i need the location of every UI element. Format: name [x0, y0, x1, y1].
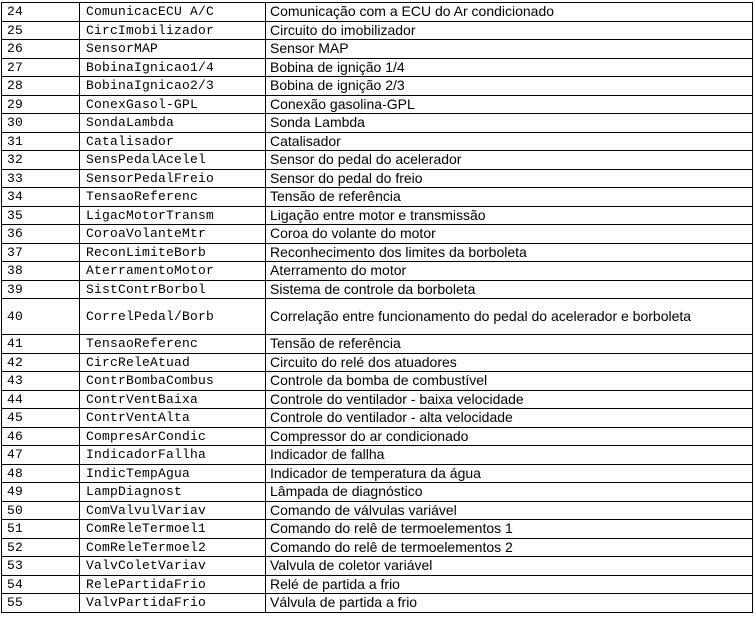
row-code: LampDiagnost	[80, 483, 266, 502]
table-row	[2, 151, 753, 170]
table-row	[2, 409, 753, 428]
row-number: 33	[2, 169, 80, 188]
row-number: 25	[2, 21, 80, 40]
row-number: 43	[2, 372, 80, 391]
table-row	[2, 3, 753, 22]
row-code: SensPedalAcelel	[80, 151, 266, 170]
row-number: 38	[2, 262, 80, 281]
row-description: Indicador de fallha	[266, 446, 753, 465]
row-number: 39	[2, 280, 80, 299]
row-description: Ligação entre motor e transmissão	[266, 206, 753, 225]
row-code: ValvColetVariav	[80, 557, 266, 576]
row-number: 49	[2, 483, 80, 502]
row-number: 40	[2, 299, 80, 335]
row-number: 48	[2, 464, 80, 483]
row-number: 47	[2, 446, 80, 465]
row-code: CoroaVolanteMtr	[80, 225, 266, 244]
row-number: 53	[2, 557, 80, 576]
table-row	[2, 483, 753, 502]
row-code: IndicadorFallha	[80, 446, 266, 465]
row-description: Reconhecimento dos limites da borboleta	[266, 243, 753, 262]
table-row	[2, 206, 753, 225]
table-row	[2, 557, 753, 576]
row-code: ContrBombaCombus	[80, 372, 266, 391]
table-row	[2, 299, 753, 335]
row-code: SistContrBorbol	[80, 280, 266, 299]
row-code: ComReleTermoel1	[80, 520, 266, 539]
row-code: IndicTempAgua	[80, 464, 266, 483]
row-number: 52	[2, 538, 80, 557]
row-number: 30	[2, 114, 80, 133]
row-code: CircReleAtuad	[80, 353, 266, 372]
table-row	[2, 95, 753, 114]
row-description: Aterramento do motor	[266, 262, 753, 281]
row-number: 29	[2, 95, 80, 114]
row-code: LigacMotorTransm	[80, 206, 266, 225]
row-description: Comando do relê de termoelementos 2	[266, 538, 753, 557]
row-description: Correlação entre funcionamento do pedal do acelerador e borboleta	[266, 299, 753, 335]
row-description: Controle do ventilador - baixa velocidade	[266, 390, 753, 409]
table-row	[2, 594, 753, 613]
row-number: 36	[2, 225, 80, 244]
row-number: 51	[2, 520, 80, 539]
table-row	[2, 225, 753, 244]
row-description: Valvula de coletor variável	[266, 557, 753, 576]
row-description: Sensor MAP	[266, 40, 753, 59]
table-row	[2, 58, 753, 77]
table-row	[2, 114, 753, 133]
row-code: TensaoReferenc	[80, 188, 266, 207]
row-code: CorrelPedal/Borb	[80, 299, 266, 335]
row-description: Catalisador	[266, 132, 753, 151]
row-code: CompresArCondic	[80, 427, 266, 446]
row-number: 26	[2, 40, 80, 59]
row-description: Compressor do ar condicionado	[266, 427, 753, 446]
row-code: CircImobilizador	[80, 21, 266, 40]
row-description: Bobina de ignição 1/4	[266, 58, 753, 77]
row-description: Comunicação com a ECU do Ar condicionado	[266, 3, 753, 22]
table-row	[2, 575, 753, 594]
row-description: Circuito do imobilizador	[266, 21, 753, 40]
row-description: Controle da bomba de combustível	[266, 372, 753, 391]
row-code: ComunicacECU A/C	[80, 3, 266, 22]
table-row	[2, 243, 753, 262]
table-row	[2, 77, 753, 96]
row-number: 27	[2, 58, 80, 77]
table-row	[2, 40, 753, 59]
table-row	[2, 501, 753, 520]
table-row	[2, 520, 753, 539]
row-description: Comando do relê de termoelementos 1	[266, 520, 753, 539]
row-description: Conexão gasolina-GPL	[266, 95, 753, 114]
row-number: 46	[2, 427, 80, 446]
table-row	[2, 464, 753, 483]
row-description: Sensor do pedal do freio	[266, 169, 753, 188]
row-number: 54	[2, 575, 80, 594]
table-row	[2, 538, 753, 557]
row-code: ReconLimiteBorb	[80, 243, 266, 262]
row-description: Sonda Lambda	[266, 114, 753, 133]
row-number: 31	[2, 132, 80, 151]
table-row	[2, 335, 753, 354]
table-row	[2, 372, 753, 391]
table-row	[2, 427, 753, 446]
row-number: 41	[2, 335, 80, 354]
row-number: 55	[2, 594, 80, 613]
table-row	[2, 446, 753, 465]
row-description: Sensor do pedal do acelerador	[266, 151, 753, 170]
row-code: BobinaIgnicao2/3	[80, 77, 266, 96]
table-row	[2, 132, 753, 151]
row-number: 24	[2, 3, 80, 22]
row-number: 34	[2, 188, 80, 207]
row-description: Tensão de referência	[266, 335, 753, 354]
table-row	[2, 188, 753, 207]
row-number: 28	[2, 77, 80, 96]
row-code: ComReleTermoel2	[80, 538, 266, 557]
row-number: 35	[2, 206, 80, 225]
row-description: Tensão de referência	[266, 188, 753, 207]
row-code: ConexGasol-GPL	[80, 95, 266, 114]
table-row	[2, 169, 753, 188]
table-row	[2, 21, 753, 40]
row-code: BobinaIgnicao1/4	[80, 58, 266, 77]
row-number: 37	[2, 243, 80, 262]
row-number: 44	[2, 390, 80, 409]
row-code: Catalisador	[80, 132, 266, 151]
row-description: Comando de válvulas variável	[266, 501, 753, 520]
row-code: ContrVentAlta	[80, 409, 266, 428]
row-code: AterramentoMotor	[80, 262, 266, 281]
row-code: TensaoReferenc	[80, 335, 266, 354]
row-number: 45	[2, 409, 80, 428]
row-description: Controle do ventilador - alta velocidade	[266, 409, 753, 428]
row-code: SensorMAP	[80, 40, 266, 59]
row-description: Válvula de partida a frio	[266, 594, 753, 613]
row-code: RelePartidaFrio	[80, 575, 266, 594]
row-number: 42	[2, 353, 80, 372]
row-description: Circuito do relé dos atuadores	[266, 353, 753, 372]
row-description: Sistema de controle da borboleta	[266, 280, 753, 299]
table-row	[2, 353, 753, 372]
row-code: ComValvulVariav	[80, 501, 266, 520]
row-code: SondaLambda	[80, 114, 266, 133]
row-description: Bobina de ignição 2/3	[266, 77, 753, 96]
fault-code-table	[1, 2, 753, 613]
row-description: Indicador de temperatura da água	[266, 464, 753, 483]
table-row	[2, 280, 753, 299]
row-description: Lâmpada de diagnóstico	[266, 483, 753, 502]
table-row	[2, 262, 753, 281]
row-code: ContrVentBaixa	[80, 390, 266, 409]
row-number: 32	[2, 151, 80, 170]
row-description: Coroa do volante do motor	[266, 225, 753, 244]
row-code: SensorPedalFreio	[80, 169, 266, 188]
row-code: ValvPartidaFrio	[80, 594, 266, 613]
table-row	[2, 390, 753, 409]
row-number: 50	[2, 501, 80, 520]
row-description: Relé de partida a frio	[266, 575, 753, 594]
